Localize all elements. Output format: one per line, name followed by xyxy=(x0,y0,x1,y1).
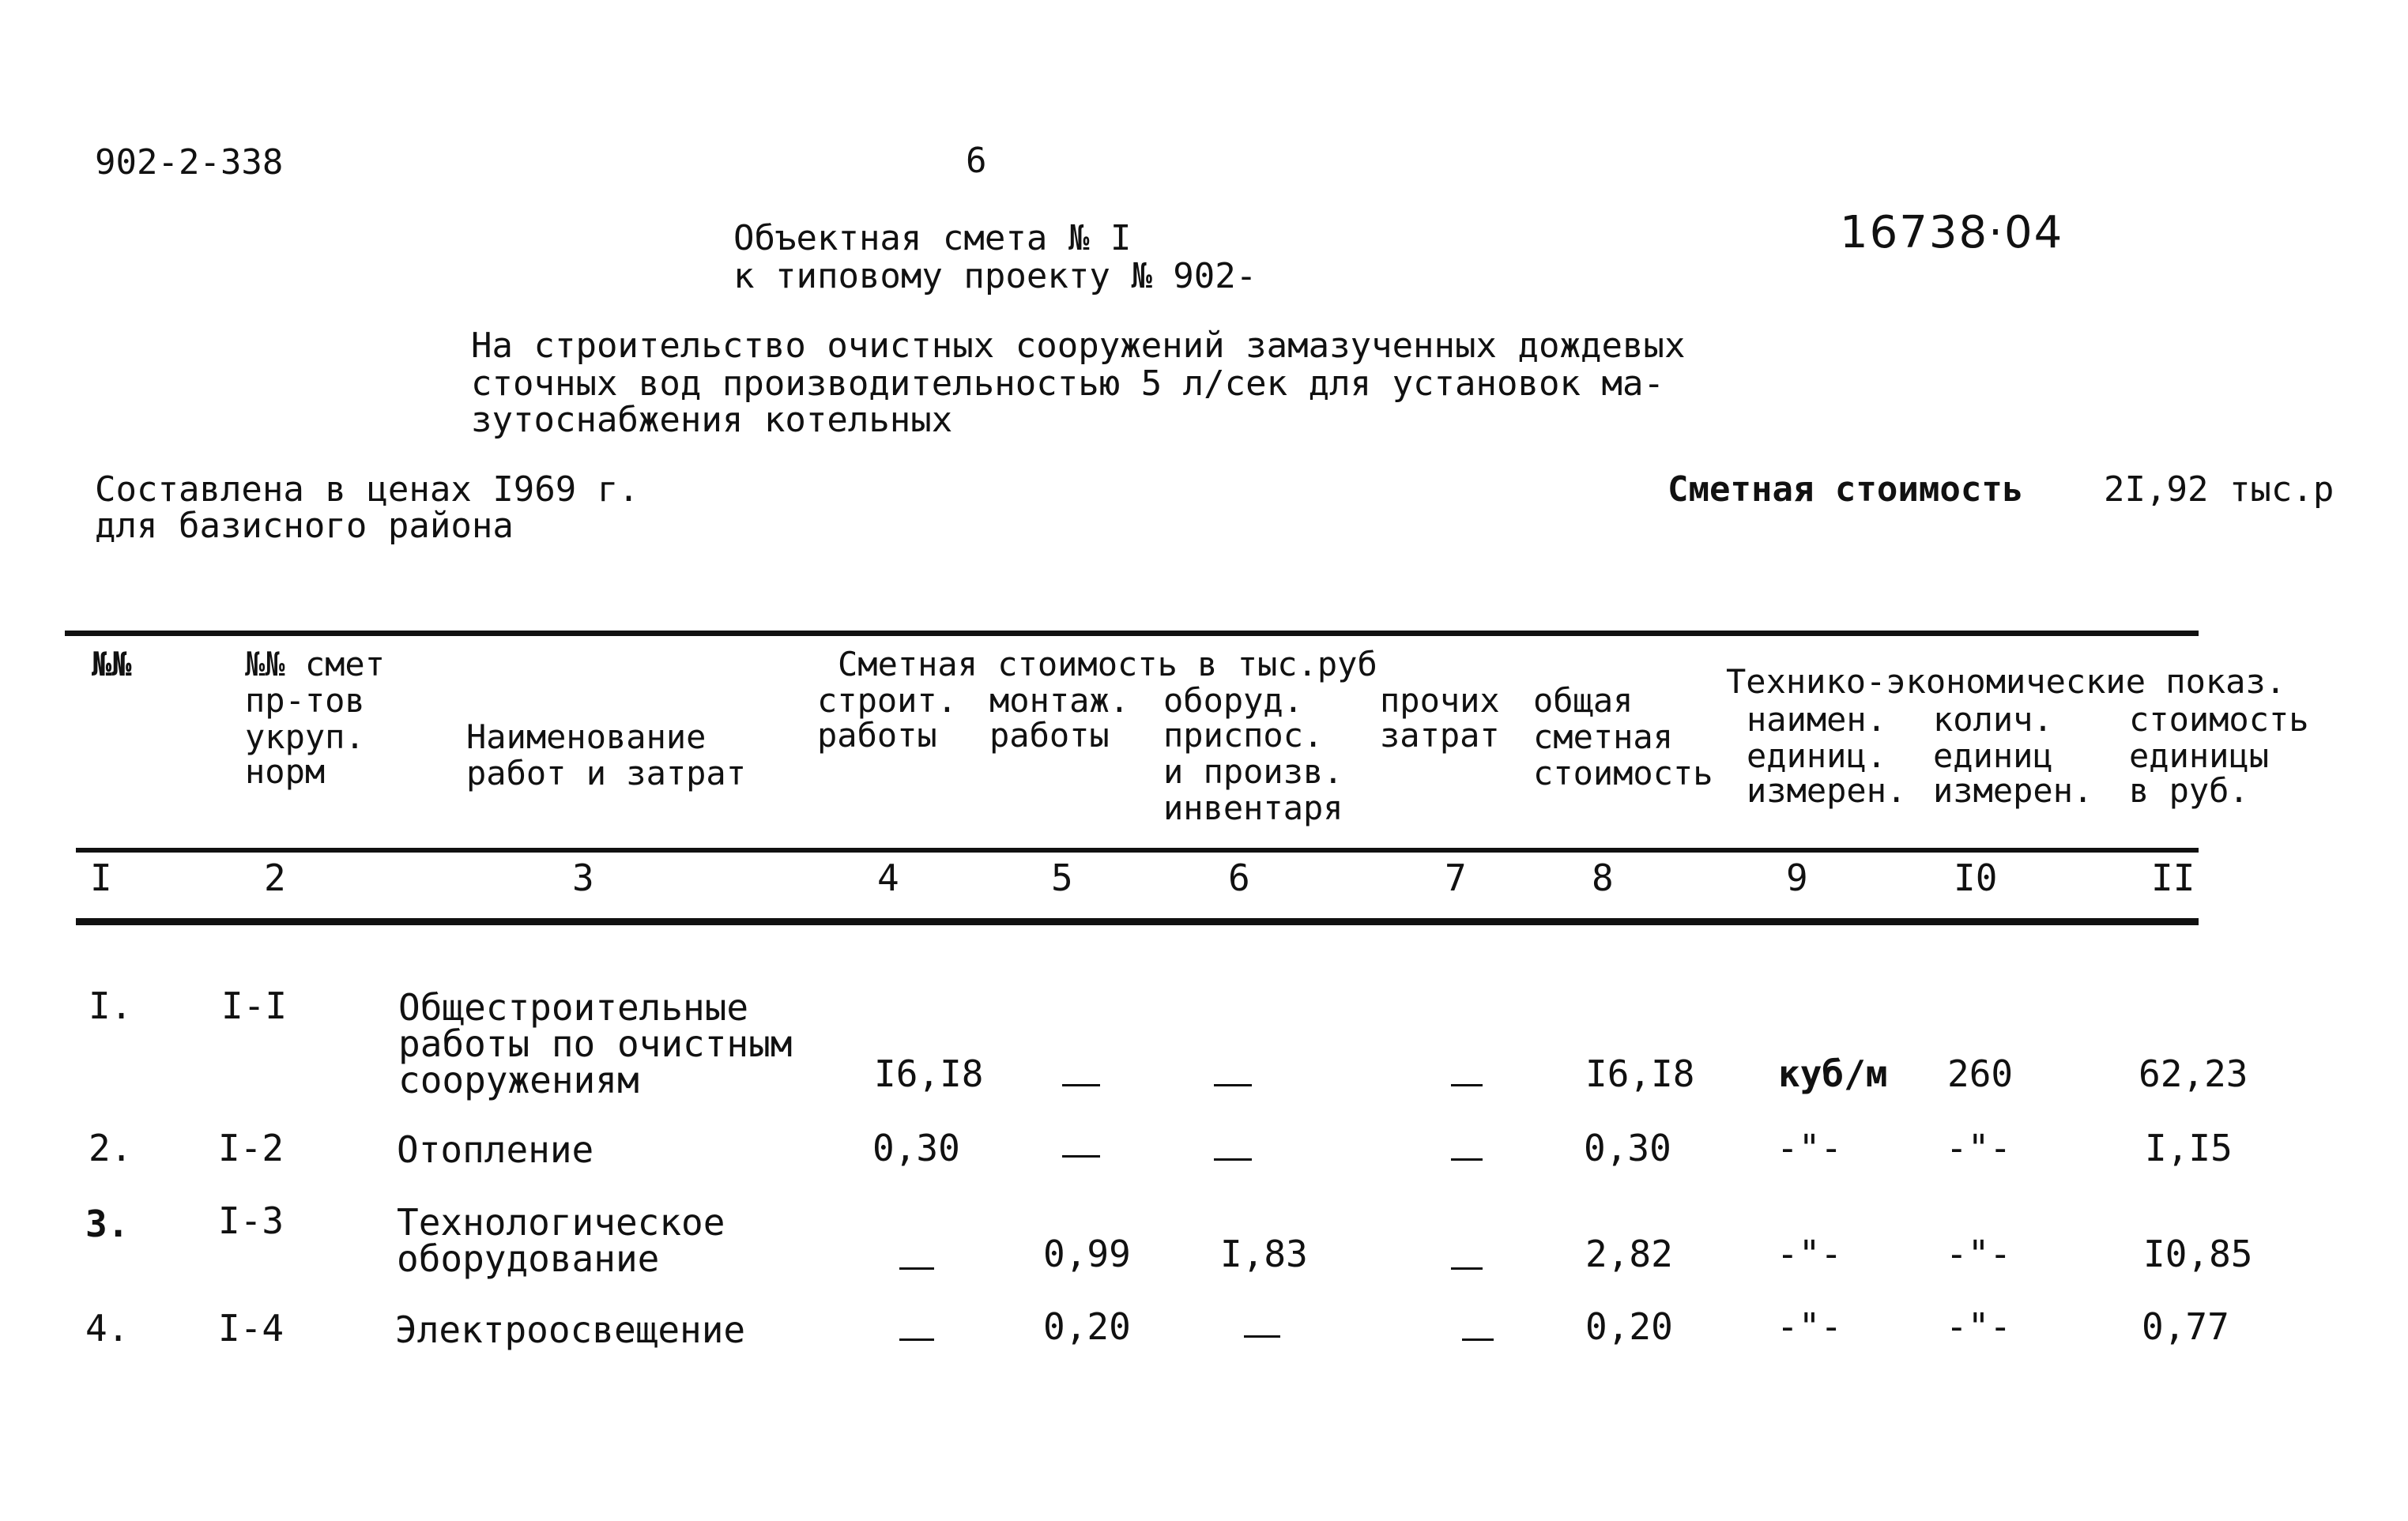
page-number: 6 xyxy=(966,141,987,181)
empty-dash xyxy=(1214,1084,1252,1086)
row-unit-name: -"- xyxy=(1777,1305,1843,1348)
col-number: 3 xyxy=(572,857,594,899)
row-construction-cost: I6,I8 xyxy=(874,1052,984,1095)
col-header-5-line-1: монтаж. xyxy=(989,681,1130,720)
empty-dash xyxy=(899,1338,934,1341)
col-header-4-line-1: строит. xyxy=(817,681,958,720)
col-number: I xyxy=(90,857,112,899)
col-group-tech: Технико-экономические показ. xyxy=(1726,662,2286,701)
empty-dash xyxy=(1451,1084,1483,1086)
row-number: 3. xyxy=(85,1203,130,1245)
purpose-line-1: На строительство очистных сооружений замазученных дождевых xyxy=(471,326,1686,366)
col-header-2-line-4: норм xyxy=(245,752,326,791)
col-header-2-line-3: укруп. xyxy=(245,717,365,756)
empty-dash xyxy=(1062,1084,1100,1086)
table-top-rule xyxy=(65,631,2199,636)
row-code: I-3 xyxy=(218,1199,285,1242)
col-number: II xyxy=(2151,857,2195,899)
col-header-11-line-3: в руб. xyxy=(2129,771,2249,810)
row-unit-quantity: -"- xyxy=(1946,1305,2012,1348)
empty-dash xyxy=(1062,1155,1100,1158)
row-unit-quantity: 260 xyxy=(1947,1052,2014,1095)
row-total-cost: 0,30 xyxy=(1584,1127,1671,1169)
row-unit-cost: I,I5 xyxy=(2145,1127,2233,1169)
col-number: 2 xyxy=(264,857,286,899)
row-name-line-1: Технологическое xyxy=(397,1201,725,1244)
col-group-cost: Сметная стоимость в тыс.руб xyxy=(838,645,1377,683)
col-header-11-line-2: единицы xyxy=(2129,736,2270,775)
col-header-9-line-1: наимен. xyxy=(1747,700,1887,739)
row-unit-cost: I0,85 xyxy=(2143,1233,2253,1275)
estimate-subtitle: к типовому проекту № 902- xyxy=(733,256,1257,296)
row-equipment-cost: I,83 xyxy=(1220,1233,1308,1275)
col-header-3-line-1: Наименование xyxy=(466,717,707,756)
row-installation-cost: 0,20 xyxy=(1043,1305,1131,1348)
document-code: 902-2-338 xyxy=(95,142,284,183)
col-header-6-line-4: инвентаря xyxy=(1163,789,1343,827)
col-header-11-line-1: стоимость xyxy=(2129,700,2309,739)
empty-dash xyxy=(899,1267,934,1270)
col-header-8-line-3: стоимость xyxy=(1533,754,1713,793)
row-total-cost: 2,82 xyxy=(1585,1233,1673,1275)
row-total-cost: 0,20 xyxy=(1585,1305,1673,1348)
col-header-8-line-2: сметная xyxy=(1533,717,1674,756)
col-header-4-line-2: работы xyxy=(817,716,937,755)
col-number: 7 xyxy=(1445,857,1467,899)
col-header-9-line-2: единиц. xyxy=(1747,736,1887,775)
col-header-10-line-3: измерен. xyxy=(1933,771,2093,810)
row-unit-quantity: -"- xyxy=(1946,1127,2012,1169)
row-construction-cost: 0,30 xyxy=(872,1127,960,1169)
col-number: 4 xyxy=(877,857,899,899)
row-name-line-1: Электроосвещение xyxy=(395,1308,746,1351)
row-total-cost: I6,I8 xyxy=(1585,1052,1695,1095)
col-number: 8 xyxy=(1592,857,1614,899)
col-number: 9 xyxy=(1786,857,1808,899)
col-header-7-line-1: прочих xyxy=(1380,681,1500,720)
col-number: 5 xyxy=(1051,857,1073,899)
col-header-2-line-2: пр-тов xyxy=(245,681,365,720)
table-numbers-rule xyxy=(76,918,2199,925)
col-header-10-line-1: колич. xyxy=(1933,700,2053,739)
col-header-10-line-2: единиц xyxy=(1933,736,2053,775)
col-header-3-line-2: работ и затрат xyxy=(466,754,747,793)
col-header-6-line-1: оборуд. xyxy=(1163,681,1304,720)
row-code: I-2 xyxy=(218,1127,285,1169)
prices-line-1: Составлена в ценах I969 г. xyxy=(95,469,639,510)
handwritten-number: 16738·04 xyxy=(1840,207,2064,258)
col-header-8-line-1: общая xyxy=(1533,681,1634,720)
col-header-6-line-2: приспос. xyxy=(1163,716,1324,755)
estimate-title: Объектная смета № I xyxy=(733,218,1132,258)
row-name-line-2: оборудование xyxy=(397,1237,660,1280)
row-code: I-I xyxy=(221,985,288,1027)
col-number: 6 xyxy=(1228,857,1250,899)
empty-dash xyxy=(1451,1267,1483,1270)
row-unit-name: -"- xyxy=(1777,1127,1843,1169)
row-unit-name: -"- xyxy=(1777,1233,1843,1275)
col-header-6-line-3: и произв. xyxy=(1163,752,1343,791)
cost-label: Сметная стоимость xyxy=(1668,469,2024,510)
col-number: I0 xyxy=(1954,857,1998,899)
row-code: I-4 xyxy=(218,1307,285,1350)
cost-value: 2I,92 тыс.р xyxy=(2104,469,2335,510)
row-name-line-1: Отопление xyxy=(397,1128,594,1171)
row-unit-cost: 62,23 xyxy=(2139,1052,2248,1095)
row-number: I. xyxy=(89,985,133,1027)
empty-dash xyxy=(1244,1335,1280,1338)
row-name-line-2: работы по очистным xyxy=(398,1022,793,1065)
purpose-line-3: зутоснабжения котельных xyxy=(471,400,953,440)
row-number: 2. xyxy=(89,1127,133,1169)
col-header-9-line-3: измерен. xyxy=(1747,771,1907,810)
row-name-line-3: сооружениям xyxy=(398,1059,639,1101)
col-header-2-line-1: №№ смет xyxy=(245,645,386,683)
empty-dash xyxy=(1451,1158,1483,1161)
col-header-7-line-2: затрат xyxy=(1380,716,1500,755)
col-header-5-line-2: работы xyxy=(989,716,1110,755)
row-unit-name: куб/м xyxy=(1778,1052,1888,1095)
col-header-1: №№ xyxy=(92,645,132,683)
row-number: 4. xyxy=(85,1307,130,1350)
row-name-line-1: Общестроительные xyxy=(398,986,749,1029)
row-unit-quantity: -"- xyxy=(1946,1233,2012,1275)
row-installation-cost: 0,99 xyxy=(1043,1233,1131,1275)
row-unit-cost: 0,77 xyxy=(2142,1305,2229,1348)
empty-dash xyxy=(1214,1158,1252,1161)
empty-dash xyxy=(1462,1338,1494,1341)
table-header-rule xyxy=(76,848,2199,853)
prices-line-2: для базисного района xyxy=(95,506,514,546)
purpose-line-2: сточных вод производительностью 5 л/сек для установок ма- xyxy=(471,363,1664,404)
